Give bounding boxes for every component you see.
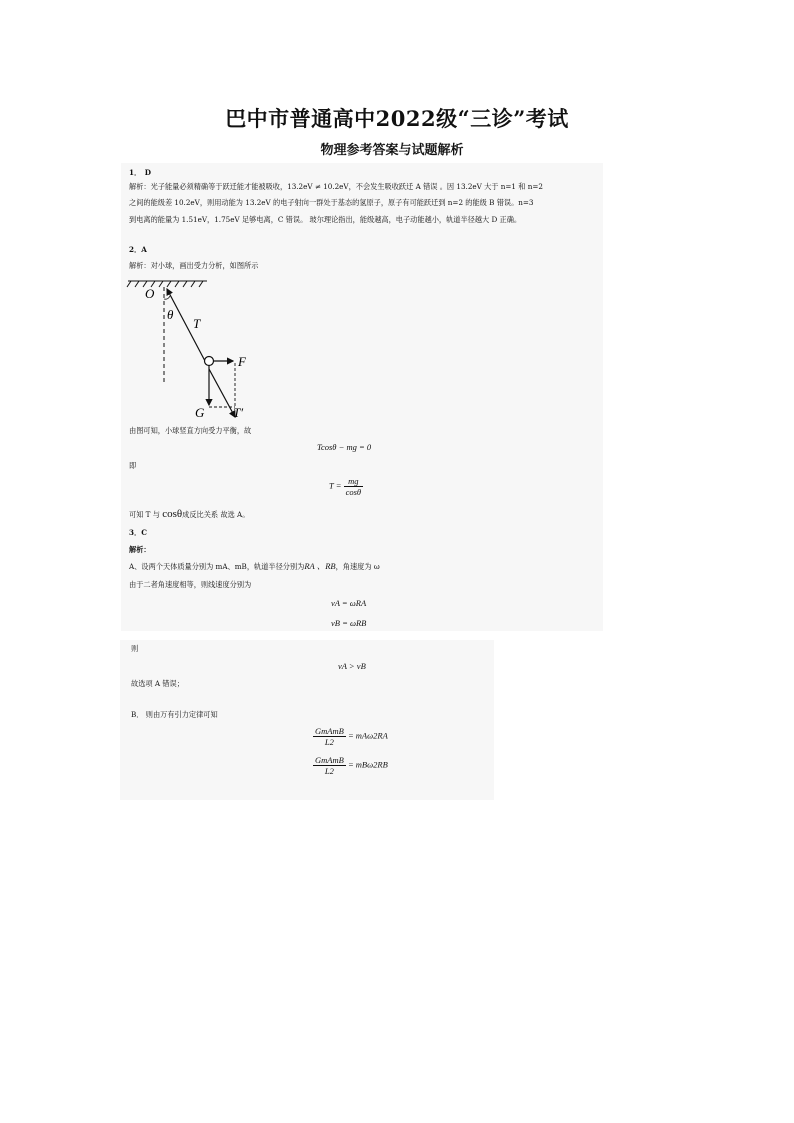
q3-lineA: A、设两个天体质量分别为 mA、mB，轨道半径分别为RA 、RB，角速度为 ω bbox=[129, 561, 380, 571]
q1-head: 1． D bbox=[129, 168, 152, 177]
q2-eq2: T = $\frac{mg}{\cos\theta}$ bbox=[329, 476, 362, 497]
q3-eq-vA: vA = ωRA bbox=[331, 598, 367, 608]
q2-line1: 解析：对小球，画出受力分析，如图所示 bbox=[129, 261, 259, 270]
q2-line2: 由图可知，小球竖直方向受力平衡，故 bbox=[129, 426, 252, 435]
q1-line2: 之间的能级差 10.2eV，则用动能为 13.2eV 的电子射向一群处于基态的氢原子，原子有可能跃迁到 n=2 的能级 B 错误。n=3 bbox=[129, 198, 534, 207]
force-diagram bbox=[125, 273, 255, 418]
theta-arc bbox=[164, 296, 170, 299]
q3-conclA: 故选项 A 错误； bbox=[131, 679, 184, 688]
label-T: T bbox=[193, 316, 201, 331]
q3-analysis: 解析： bbox=[129, 545, 151, 554]
page-title: 巴中市普通高中2022级“三诊”考试 bbox=[225, 106, 569, 131]
label-theta: θ bbox=[167, 307, 174, 322]
q1-line3: 到电离的能量为 1.51eV，1.75eV 足够电离，C 错误。 玻尔理论指出，能级越高，电子动能越小，轨道半径越大 D 正确。 bbox=[129, 215, 522, 224]
q3-eq-vB: vB = ωRB bbox=[331, 618, 367, 628]
answer-panel-2 bbox=[120, 640, 494, 800]
resultant-arrow bbox=[209, 369, 235, 417]
label-G: G bbox=[195, 405, 205, 418]
q2-line4: 可知 T 与 cosθ成反比关系 故选 A。 bbox=[129, 508, 250, 520]
q3-lineB: B． 则由万有引力定律可知 bbox=[131, 710, 218, 719]
label-O: O bbox=[145, 286, 155, 301]
q2-line3: 即 bbox=[129, 461, 137, 470]
q3-line-equal: 由于二者角速度相等，则线速度分别为 bbox=[129, 580, 252, 589]
label-T-prime: T′ bbox=[233, 405, 244, 418]
q2-eq1: Tcosθ − mg = 0 bbox=[317, 442, 372, 452]
q3-head: 3．C bbox=[129, 528, 147, 537]
q2-head: 2．A bbox=[129, 245, 147, 254]
answer-panel-1 bbox=[121, 163, 603, 631]
ceiling-hatch bbox=[127, 281, 207, 287]
page-subtitle: 物理参考答案与试题解析 bbox=[320, 143, 464, 158]
q3-eq-cmp: vA > vB bbox=[338, 661, 366, 671]
q3-eq-gravity-A: $\frac{\text{GmAmB}}{L2}$ = mAω2RA bbox=[315, 726, 388, 747]
ball bbox=[205, 357, 214, 366]
q3-ze: 则 bbox=[131, 644, 139, 653]
label-F: F bbox=[238, 354, 246, 369]
q3-eq-gravity-B: $\frac{\text{GmAmB}}{L2}$ = mBω2RB bbox=[315, 755, 388, 776]
q1-line1: 解析：光子能量必须精确等于跃迁能才能被吸收，13.2eV ≠ 10.2eV，不会发生吸收跃迁 A 错误 。因 13.2eV 大于 n=1 和 n=2 bbox=[129, 182, 543, 191]
